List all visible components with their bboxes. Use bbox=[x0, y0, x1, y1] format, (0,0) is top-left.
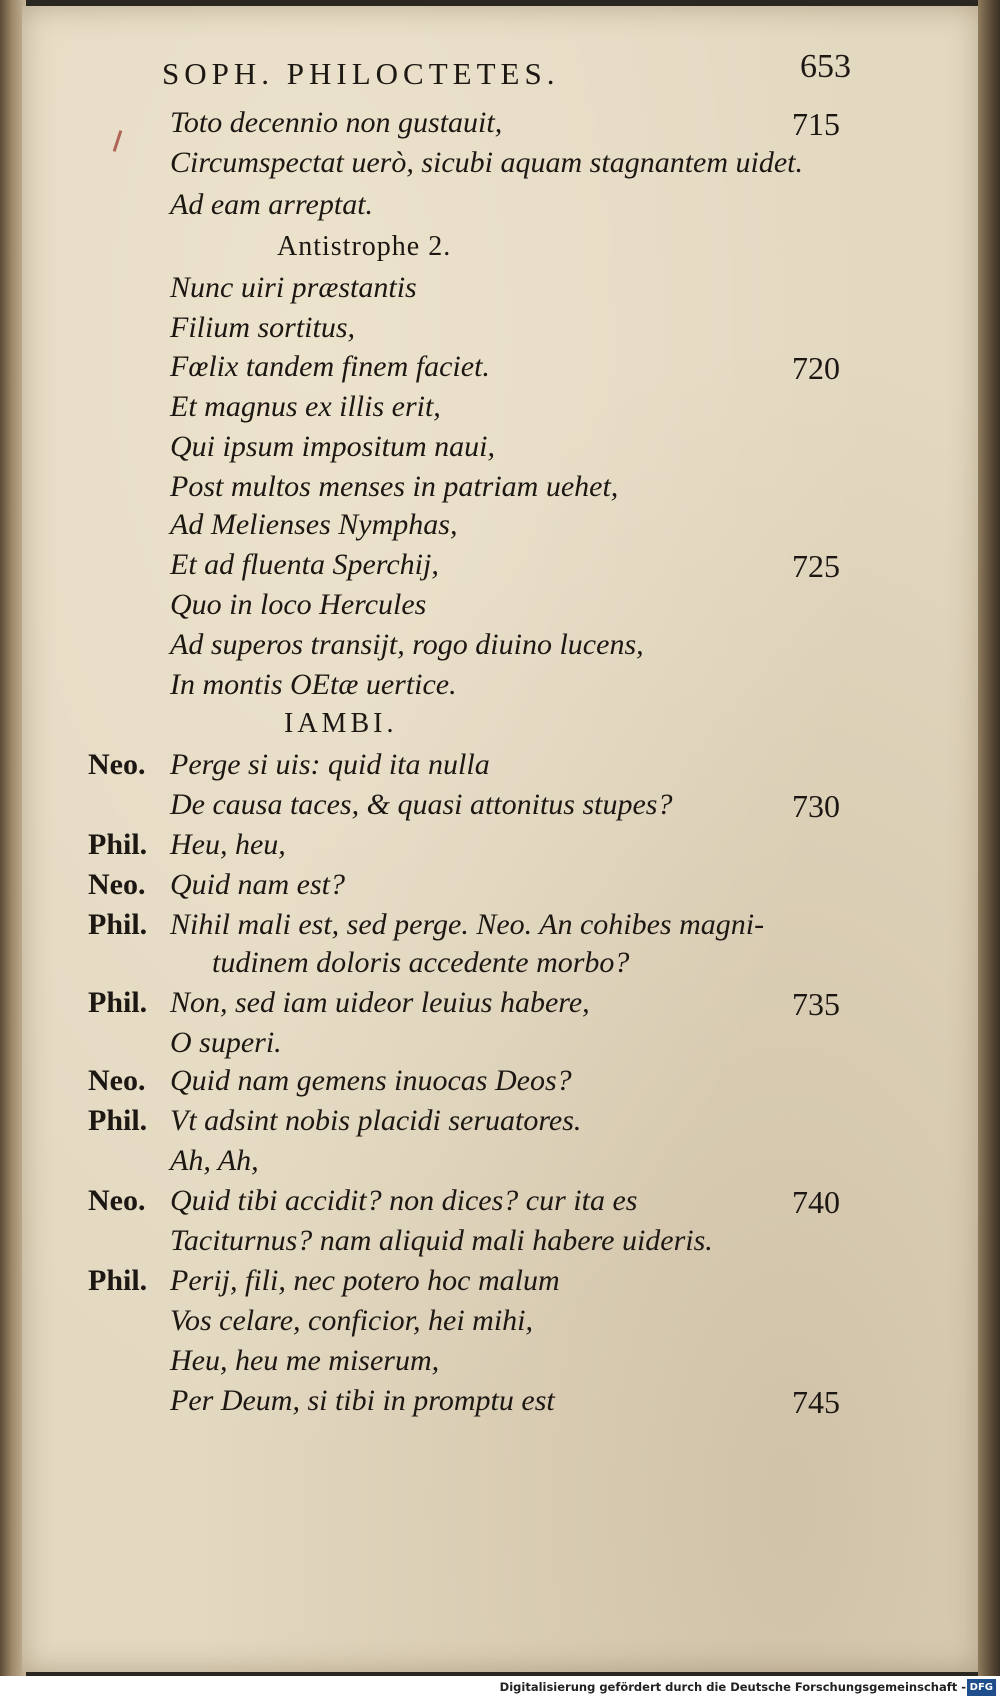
speaker-label: Neo. bbox=[88, 1184, 146, 1217]
verse-text: Quid nam gemens inuocas Deos? bbox=[170, 1064, 572, 1097]
verse-line bbox=[22, 946, 980, 984]
section-heading: IAMBI. bbox=[284, 708, 398, 739]
verse-line bbox=[22, 828, 980, 866]
verse-text: Ad superos transijt, rogo diuino lucens, bbox=[170, 628, 644, 661]
verse-line bbox=[22, 868, 980, 906]
verse-text: Quid nam est? bbox=[170, 868, 345, 901]
verse-text: Qui ipsum impositum naui, bbox=[170, 430, 496, 463]
verse-line bbox=[22, 548, 980, 586]
speaker-label: Neo. bbox=[88, 748, 146, 781]
speaker-label: Phil. bbox=[88, 908, 148, 941]
verse-text: O superi. bbox=[170, 1026, 282, 1059]
verse-line bbox=[22, 1026, 980, 1064]
verse-line bbox=[22, 1344, 980, 1382]
verse-line bbox=[22, 748, 980, 786]
verse-line bbox=[22, 1384, 980, 1422]
strophe-heading: Antistrophe 2. bbox=[277, 231, 452, 262]
verse-text: De causa taces, & quasi attonitus stupes? bbox=[170, 788, 673, 821]
footer-credit: Digitalisierung gefördert durch die Deutsche Forschungsgemeinschaft - bbox=[499, 1680, 966, 1694]
digitization-footer bbox=[0, 1676, 1000, 1700]
verse-line bbox=[22, 1184, 980, 1222]
verse-line bbox=[22, 986, 980, 1024]
verse-line bbox=[22, 788, 980, 826]
running-head: SOPH. PHILOCTETES. bbox=[162, 56, 560, 91]
verse-text: Perij, fili, nec potero hoc malum bbox=[170, 1264, 560, 1297]
verse-line bbox=[22, 271, 980, 309]
verse-line bbox=[22, 350, 980, 388]
verse-text: Vt adsint nobis placidi seruatores. bbox=[170, 1104, 582, 1137]
line-number: 745 bbox=[792, 1384, 840, 1420]
book-page bbox=[22, 6, 982, 1672]
verse-line bbox=[22, 708, 980, 746]
line-number: 715 bbox=[792, 106, 840, 142]
verse-line bbox=[22, 908, 980, 946]
verse-line bbox=[22, 1104, 980, 1142]
verse-text: Et ad fluenta Sperchij, bbox=[170, 548, 439, 581]
verse-text: Ad eam arreptat. bbox=[170, 188, 374, 221]
verse-text: Non, sed iam uideor leuius habere, bbox=[170, 986, 590, 1019]
verse-line bbox=[22, 430, 980, 468]
verse-text: Toto decennio non gustauit, bbox=[170, 106, 503, 139]
verse-line bbox=[22, 1064, 980, 1102]
verse-text: Filium sortitus, bbox=[170, 311, 356, 344]
verse-line bbox=[22, 668, 980, 706]
verse-text: Nunc uiri præstantis bbox=[170, 271, 417, 304]
verse-line bbox=[22, 146, 980, 184]
verse-text: tudinem doloris accedente morbo? bbox=[212, 946, 630, 979]
verse-text: Post multos menses in patriam uehet, bbox=[170, 470, 619, 503]
verse-text: Et magnus ex illis erit, bbox=[170, 390, 441, 423]
line-number: 740 bbox=[792, 1184, 840, 1220]
line-number: 735 bbox=[792, 986, 840, 1022]
verse-text: In montis OEtæ uertice. bbox=[170, 668, 457, 701]
line-number: 730 bbox=[792, 788, 840, 824]
right-page-edge bbox=[978, 0, 1000, 1700]
verse-line bbox=[22, 588, 980, 626]
verse-text: Fœlix tandem finem faciet. bbox=[170, 350, 490, 383]
verse-line bbox=[22, 311, 980, 349]
verse-line bbox=[22, 1264, 980, 1302]
line-number: 720 bbox=[792, 350, 840, 386]
verse-line bbox=[22, 188, 980, 226]
verse-text: Heu, heu me miserum, bbox=[170, 1344, 440, 1377]
verse-line bbox=[22, 508, 980, 546]
verse-text: Perge si uis: quid ita nulla bbox=[170, 748, 490, 781]
page-number: 653 bbox=[800, 48, 851, 85]
speaker-label: Neo. bbox=[88, 868, 146, 901]
speaker-label: Neo. bbox=[88, 1064, 146, 1097]
speaker-label: Phil. bbox=[88, 828, 148, 861]
speaker-label: Phil. bbox=[88, 1104, 148, 1137]
verse-line bbox=[22, 106, 980, 144]
verse-text: Vos celare, conficior, hei mihi, bbox=[170, 1304, 533, 1337]
verse-text: Ad Melienses Nymphas, bbox=[170, 508, 458, 541]
speaker-label: Phil. bbox=[88, 1264, 148, 1297]
dfg-logo: DFG bbox=[967, 1679, 996, 1696]
verse-text: Quo in loco Hercules bbox=[170, 588, 427, 621]
verse-text: Heu, heu, bbox=[170, 828, 286, 861]
verse-text: Taciturnus? nam aliquid mali habere uideris. bbox=[170, 1224, 713, 1257]
verse-line bbox=[22, 231, 980, 269]
verse-line bbox=[22, 470, 980, 508]
verse-text: Per Deum, si tibi in promptu est bbox=[170, 1384, 555, 1417]
verse-line bbox=[22, 390, 980, 428]
verse-line bbox=[22, 1144, 980, 1182]
verse-line bbox=[22, 1224, 980, 1262]
verse-text: Circumspectat uerò, sicubi aquam stagnantem uidet. bbox=[170, 146, 803, 179]
verse-text: Ah, Ah, bbox=[170, 1144, 259, 1177]
speaker-label: Phil. bbox=[88, 986, 148, 1019]
verse-text: Quid tibi accidit? non dices? cur ita es bbox=[170, 1184, 638, 1217]
verse-line bbox=[22, 628, 980, 666]
verse-text: Nihil mali est, sed perge. Neo. An cohibes magni- bbox=[170, 908, 765, 941]
line-number: 725 bbox=[792, 548, 840, 584]
verse-line bbox=[22, 1304, 980, 1342]
